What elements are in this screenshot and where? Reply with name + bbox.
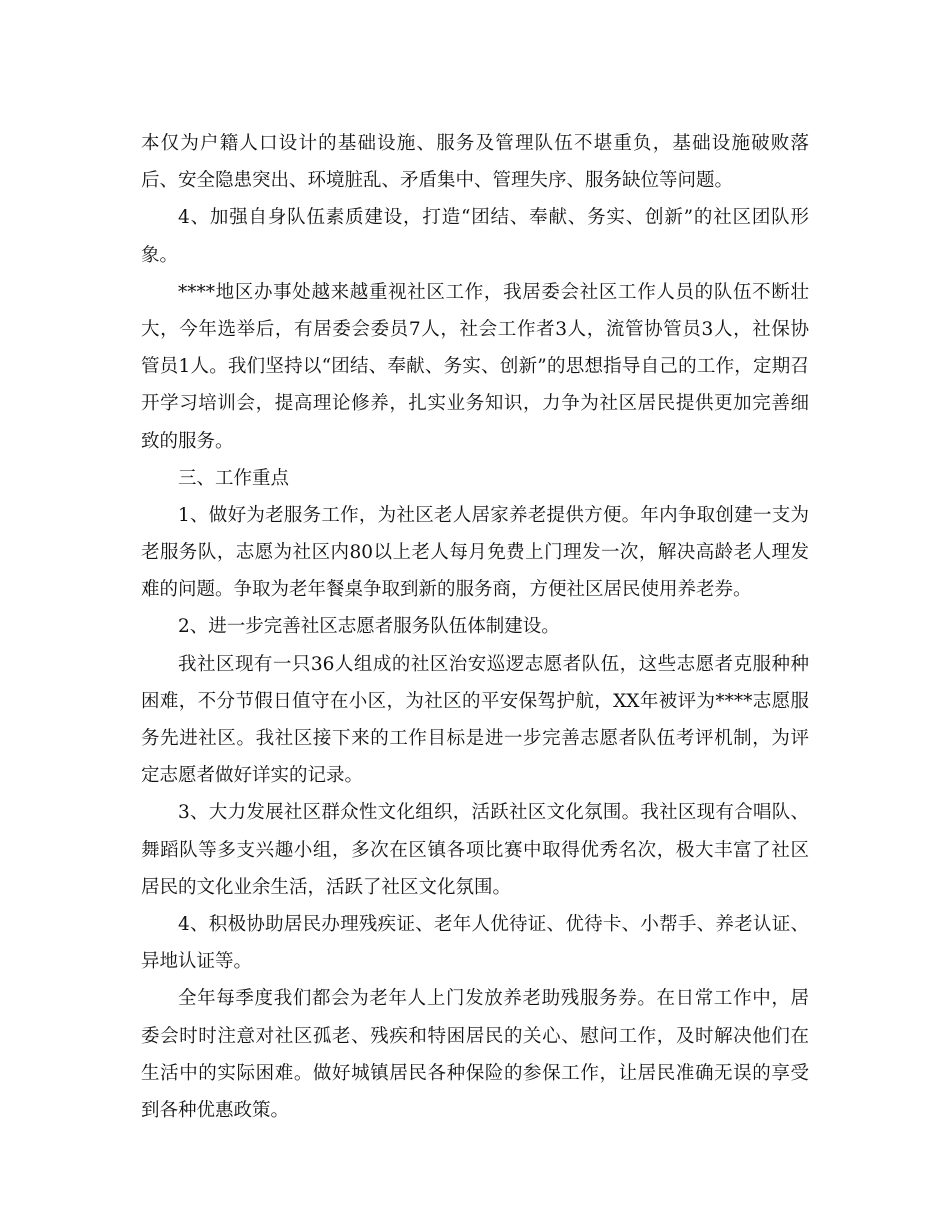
text-line-13: 难的问题。争取为老年餐桌争取到新的服务商，方便社区居民使用养老券。 bbox=[141, 579, 752, 601]
text-line-18: 定志愿者做好详实的记录。 bbox=[141, 765, 364, 787]
text-line-24: 全年每季度我们都会为老年人上门发放养老助残服务券。在日常工作中，居 bbox=[178, 988, 809, 1010]
text-line-9: 致的服务。 bbox=[141, 430, 234, 452]
text-line-21: 居民的文化业余生活，活跃了社区文化氛围。 bbox=[141, 876, 512, 898]
text-line-15: 我社区现有一只36人组成的社区治安巡逻志愿者队伍，这些志愿者克服种种 bbox=[178, 653, 809, 675]
text-line-6: 大，今年选举后，有居委会委员7人，社会工作者3人，流管协管员3人，社保协 bbox=[141, 318, 809, 340]
text-line-4: 象。 bbox=[141, 244, 179, 266]
text-line-3: 4、加强自身队伍素质建设，打造“团结、奉献、务实、创新”的社区团队形 bbox=[178, 207, 809, 229]
text-line-22: 4、积极协助居民办理残疾证、老年人优待证、优待卡、小帮手、养老认证、 bbox=[178, 913, 809, 935]
text-line-27: 到各种优惠政策。 bbox=[141, 1099, 290, 1121]
text-line-1: 本仅为户籍人口设计的基础设施、服务及管理队伍不堪重负，基础设施破败落 bbox=[141, 133, 809, 154]
text-line-11: 1、做好为老服务工作，为社区老人居家养老提供方便。年内争取创建一支为 bbox=[178, 504, 809, 526]
text-line-5: ****地区办事处越来越重视社区工作，我居委会社区工作人员的队伍不断壮 bbox=[178, 281, 809, 303]
text-line-8: 开学习培训会，提高理论修养，扎实业务知识，力争为社区居民提供更加完善细 bbox=[141, 393, 809, 415]
text-line-17: 务先进社区。我社区接下来的工作目标是进一步完善志愿者队伍考评机制，为评 bbox=[141, 728, 809, 749]
text-line-7: 管员1人。我们坚持以“团结、奉献、务实、创新”的思想指导自己的工作，定期召 bbox=[141, 356, 809, 378]
section-heading: 三、工作重点 bbox=[178, 467, 290, 489]
text-line-20: 舞蹈队等多支兴趣小组，多次在区镇各项比赛中取得优秀名次，极大丰富了社区 bbox=[141, 839, 809, 861]
text-line-26: 生活中的实际困难。做好城镇居民各种保险的参保工作，让居民准确无误的享受 bbox=[141, 1062, 809, 1084]
text-line-2: 后、安全隐患突出、环境脏乱、矛盾集中、管理失序、服务缺位等问题。 bbox=[141, 170, 734, 192]
text-line-12: 老服务队，志愿为社区内80以上老人每月免费上门理发一次，解决高龄老人理发 bbox=[141, 542, 809, 564]
text-line-25: 委会时时注意对社区孤老、残疾和特困居民的关心、慰问工作，及时解决他们在 bbox=[141, 1025, 809, 1047]
text-line-19: 3、大力发展社区群众性文化组织，活跃社区文化氛围。我社区现有合唱队、 bbox=[178, 802, 809, 824]
text-line-16: 困难，不分节假日值守在小区，为社区的平安保驾护航，XX年被评为****志愿服 bbox=[141, 690, 809, 712]
body-text bbox=[141, 125, 809, 1129]
text-line-23: 异地认证等。 bbox=[141, 951, 253, 973]
text-line-14: 2、进一步完善社区志愿者服务队伍体制建设。 bbox=[178, 616, 560, 638]
